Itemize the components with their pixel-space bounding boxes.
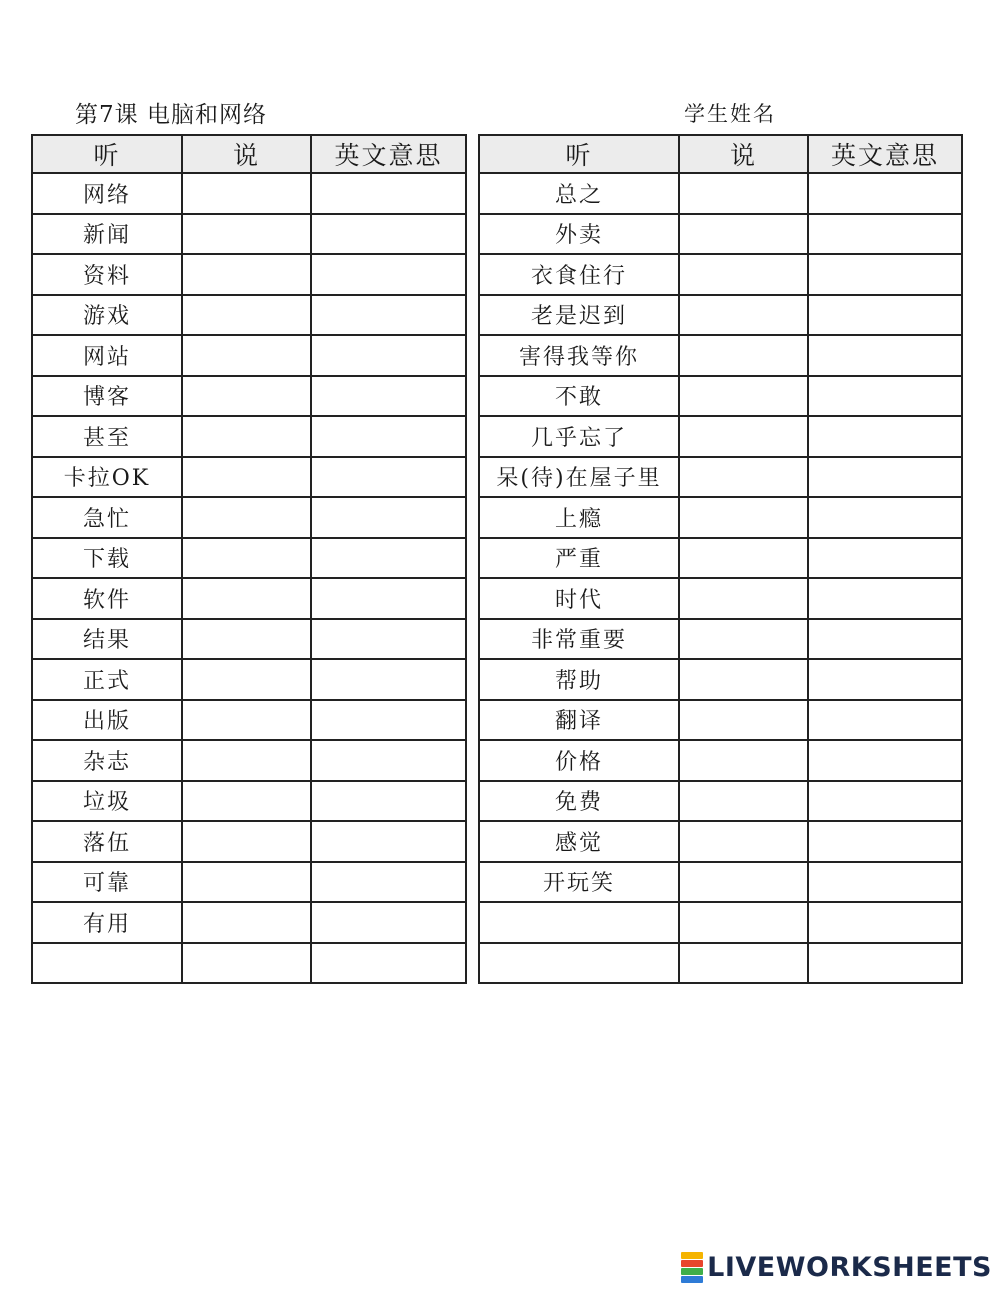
english-answer-cell[interactable] — [808, 862, 962, 903]
speak-answer-cell[interactable] — [679, 821, 808, 862]
vocab-word: 衣食住行 — [479, 254, 679, 295]
header-speak: 说 — [679, 135, 808, 173]
logo-block — [681, 1276, 703, 1283]
word-row — [32, 214, 466, 255]
speak-answer-cell[interactable] — [182, 416, 311, 457]
english-answer-cell[interactable] — [808, 781, 962, 822]
vocab-word — [479, 902, 679, 943]
speak-answer-cell[interactable] — [679, 254, 808, 295]
word-row — [479, 902, 962, 943]
english-answer-cell[interactable] — [311, 538, 466, 579]
speak-answer-cell[interactable] — [679, 538, 808, 579]
word-row — [32, 497, 466, 538]
speak-answer-cell[interactable] — [182, 295, 311, 336]
word-row — [479, 214, 962, 255]
word-row — [32, 781, 466, 822]
english-answer-cell[interactable] — [808, 740, 962, 781]
word-row — [479, 173, 962, 214]
vocab-word: 免费 — [479, 781, 679, 822]
speak-answer-cell[interactable] — [182, 214, 311, 255]
word-row — [479, 943, 962, 984]
word-row — [32, 862, 466, 903]
english-answer-cell[interactable] — [808, 295, 962, 336]
logo-block — [681, 1252, 703, 1259]
word-row — [32, 578, 466, 619]
vocab-word: 资料 — [32, 254, 182, 295]
word-row — [32, 457, 466, 498]
speak-answer-cell[interactable] — [182, 538, 311, 579]
vocab-word: 可靠 — [32, 862, 182, 903]
word-row — [479, 659, 962, 700]
word-row — [479, 781, 962, 822]
speak-answer-cell[interactable] — [182, 578, 311, 619]
vocab-word: 非常重要 — [479, 619, 679, 660]
english-answer-cell[interactable] — [311, 700, 466, 741]
english-answer-cell[interactable] — [311, 416, 466, 457]
header-listen: 听 — [479, 135, 679, 173]
table-header-row — [479, 135, 962, 173]
english-answer-cell[interactable] — [808, 416, 962, 457]
vocab-word: 急忙 — [32, 497, 182, 538]
word-row — [32, 700, 466, 741]
word-row — [32, 740, 466, 781]
word-row — [479, 376, 962, 417]
speak-answer-cell[interactable] — [679, 376, 808, 417]
word-row — [479, 497, 962, 538]
english-answer-cell[interactable] — [311, 335, 466, 376]
english-answer-cell[interactable] — [311, 578, 466, 619]
word-row — [479, 538, 962, 579]
speak-answer-cell[interactable] — [679, 578, 808, 619]
word-row — [479, 295, 962, 336]
vocab-word: 甚至 — [32, 416, 182, 457]
word-row — [479, 862, 962, 903]
vocab-word: 正式 — [32, 659, 182, 700]
word-row — [32, 376, 466, 417]
vocab-word: 几乎忘了 — [479, 416, 679, 457]
word-row — [479, 821, 962, 862]
header-listen: 听 — [32, 135, 182, 173]
english-answer-cell[interactable] — [311, 943, 466, 984]
english-answer-cell[interactable] — [311, 457, 466, 498]
speak-answer-cell[interactable] — [679, 619, 808, 660]
english-answer-cell[interactable] — [808, 619, 962, 660]
english-answer-cell[interactable] — [808, 943, 962, 984]
word-row — [479, 335, 962, 376]
speak-answer-cell[interactable] — [182, 740, 311, 781]
word-row — [32, 943, 466, 984]
speak-answer-cell[interactable] — [679, 943, 808, 984]
speak-answer-cell[interactable] — [182, 659, 311, 700]
vocab-table-left — [31, 134, 467, 984]
word-row — [32, 254, 466, 295]
speak-answer-cell[interactable] — [182, 902, 311, 943]
speak-answer-cell[interactable] — [182, 781, 311, 822]
vocab-word: 老是迟到 — [479, 295, 679, 336]
english-answer-cell[interactable] — [311, 740, 466, 781]
speak-answer-cell[interactable] — [679, 416, 808, 457]
vocab-word: 总之 — [479, 173, 679, 214]
word-row — [32, 902, 466, 943]
vocab-word: 帮助 — [479, 659, 679, 700]
vocab-word: 博客 — [32, 376, 182, 417]
vocab-word — [32, 943, 182, 984]
liveworksheets-branding — [681, 1252, 992, 1283]
word-row — [32, 416, 466, 457]
student-name-label: 学生姓名 — [684, 102, 776, 126]
vocab-word: 垃圾 — [32, 781, 182, 822]
word-row — [479, 416, 962, 457]
vocab-word: 下载 — [32, 538, 182, 579]
word-row — [479, 740, 962, 781]
speak-answer-cell[interactable] — [679, 902, 808, 943]
speak-answer-cell[interactable] — [679, 457, 808, 498]
speak-answer-cell[interactable] — [182, 497, 311, 538]
word-row — [32, 659, 466, 700]
vocab-word: 上瘾 — [479, 497, 679, 538]
vocab-word: 游戏 — [32, 295, 182, 336]
english-answer-cell[interactable] — [808, 254, 962, 295]
vocab-word: 软件 — [32, 578, 182, 619]
speak-answer-cell[interactable] — [679, 862, 808, 903]
english-answer-cell[interactable] — [808, 700, 962, 741]
english-answer-cell[interactable] — [311, 862, 466, 903]
english-answer-cell[interactable] — [311, 659, 466, 700]
liveworksheets-logo-icon — [681, 1252, 703, 1283]
english-answer-cell[interactable] — [808, 538, 962, 579]
speak-answer-cell[interactable] — [679, 335, 808, 376]
word-row — [32, 295, 466, 336]
speak-answer-cell[interactable] — [679, 295, 808, 336]
speak-answer-cell[interactable] — [182, 376, 311, 417]
vocab-word: 杂志 — [32, 740, 182, 781]
speak-answer-cell[interactable] — [182, 457, 311, 498]
speak-answer-cell[interactable] — [679, 781, 808, 822]
english-answer-cell[interactable] — [808, 214, 962, 255]
speak-answer-cell[interactable] — [182, 335, 311, 376]
word-row — [479, 254, 962, 295]
vocab-word: 落伍 — [32, 821, 182, 862]
english-answer-cell[interactable] — [808, 335, 962, 376]
speak-answer-cell[interactable] — [679, 173, 808, 214]
speak-answer-cell[interactable] — [182, 700, 311, 741]
speak-answer-cell[interactable] — [679, 497, 808, 538]
english-answer-cell[interactable] — [311, 619, 466, 660]
english-answer-cell[interactable] — [311, 781, 466, 822]
speak-answer-cell[interactable] — [182, 821, 311, 862]
vocab-word: 价格 — [479, 740, 679, 781]
speak-answer-cell[interactable] — [182, 254, 311, 295]
vocab-word: 网站 — [32, 335, 182, 376]
word-row — [479, 700, 962, 741]
speak-answer-cell[interactable] — [182, 173, 311, 214]
header-english: 英文意思 — [311, 135, 466, 173]
vocab-word: 不敢 — [479, 376, 679, 417]
word-row — [479, 457, 962, 498]
speak-answer-cell[interactable] — [679, 214, 808, 255]
speak-answer-cell[interactable] — [679, 659, 808, 700]
vocab-word: 时代 — [479, 578, 679, 619]
word-row — [32, 173, 466, 214]
speak-answer-cell[interactable] — [679, 740, 808, 781]
vocab-word: 有用 — [32, 902, 182, 943]
english-answer-cell[interactable] — [808, 173, 962, 214]
english-answer-cell[interactable] — [311, 821, 466, 862]
brand-text: LIVEWORKSHEETS — [707, 1252, 992, 1283]
vocab-word: 开玩笑 — [479, 862, 679, 903]
english-answer-cell[interactable] — [808, 659, 962, 700]
english-answer-cell[interactable] — [808, 497, 962, 538]
vocab-word: 感觉 — [479, 821, 679, 862]
english-answer-cell[interactable] — [311, 497, 466, 538]
word-row — [479, 578, 962, 619]
speak-answer-cell[interactable] — [182, 619, 311, 660]
vocab-word: 外卖 — [479, 214, 679, 255]
word-row — [32, 538, 466, 579]
vocab-word — [479, 943, 679, 984]
word-row — [32, 821, 466, 862]
vocab-word: 呆(待)在屋子里 — [479, 457, 679, 498]
english-answer-cell[interactable] — [311, 173, 466, 214]
header-speak: 说 — [182, 135, 311, 173]
speak-answer-cell[interactable] — [679, 700, 808, 741]
vocab-word: 严重 — [479, 538, 679, 579]
speak-answer-cell[interactable] — [182, 943, 311, 984]
english-answer-cell[interactable] — [808, 578, 962, 619]
logo-block — [681, 1268, 703, 1275]
english-answer-cell[interactable] — [808, 902, 962, 943]
english-answer-cell[interactable] — [311, 376, 466, 417]
vocab-table-right — [478, 134, 963, 984]
english-answer-cell[interactable] — [808, 376, 962, 417]
vocab-word: 翻译 — [479, 700, 679, 741]
vocab-word: 出版 — [32, 700, 182, 741]
vocab-word: 网络 — [32, 173, 182, 214]
english-answer-cell[interactable] — [311, 214, 466, 255]
table-header-row — [32, 135, 466, 173]
english-answer-cell[interactable] — [808, 821, 962, 862]
vocab-word: 结果 — [32, 619, 182, 660]
english-answer-cell[interactable] — [311, 295, 466, 336]
english-answer-cell[interactable] — [808, 457, 962, 498]
logo-block — [681, 1260, 703, 1267]
word-row — [32, 619, 466, 660]
vocab-word: 新闻 — [32, 214, 182, 255]
word-row — [479, 619, 962, 660]
vocab-word: 卡拉OK — [32, 457, 182, 498]
vocab-word: 害得我等你 — [479, 335, 679, 376]
english-answer-cell[interactable] — [311, 254, 466, 295]
word-row — [32, 335, 466, 376]
header-english: 英文意思 — [808, 135, 962, 173]
english-answer-cell[interactable] — [311, 902, 466, 943]
lesson-title: 第7课 电脑和网络 — [75, 102, 267, 128]
speak-answer-cell[interactable] — [182, 862, 311, 903]
